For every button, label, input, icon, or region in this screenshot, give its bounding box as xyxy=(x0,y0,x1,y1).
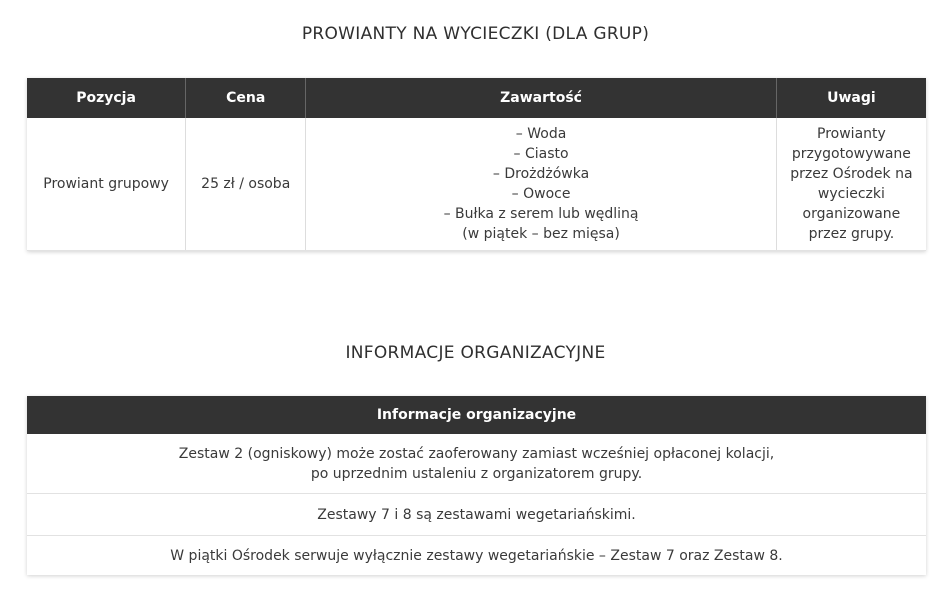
header-informacje: Informacje organizacyjne xyxy=(27,396,926,434)
section-title-prowianty: PROWIANTY NA WYCIECZKI (DLA GRUP) xyxy=(301,24,650,44)
table-row xyxy=(27,536,926,576)
zawartosc-item: – Bułka z serem lub wędliną xyxy=(443,206,639,222)
cell-zawartosc xyxy=(306,118,777,251)
zawartosc-note: (w piątek – bez mięsa) xyxy=(462,226,620,242)
info-cell: W piątki Ośrodek serwuje wyłącznie zestawy wegetariańskie – Zestaw 7 oraz Zestaw 8. xyxy=(170,547,783,564)
header-uwagi: Uwagi xyxy=(776,78,926,118)
cell-cena: 25 zł / osoba xyxy=(186,118,306,251)
table-header-row xyxy=(27,78,926,118)
info-cell: Zestawy 7 i 8 są zestawami wegetariańskimi. xyxy=(27,494,926,536)
zawartosc-item: – Owoce xyxy=(511,186,571,202)
header-pozycja: Pozycja xyxy=(27,78,186,118)
info-line: po uprzednim ustaleniu z organizatorem grupy. xyxy=(310,465,643,482)
info-line: Zestaw 2 (ogniskowy) może zostać zaoferowany zamiast wcześniej opłaconej kolacji, xyxy=(178,445,775,462)
prowianty-table xyxy=(27,78,926,251)
table-header-row xyxy=(27,396,926,434)
zawartosc-item: – Ciasto xyxy=(513,146,569,162)
table-row xyxy=(27,434,926,494)
table-row xyxy=(27,118,926,251)
uwagi-line: przygotowywane xyxy=(791,146,911,162)
informacje-table xyxy=(27,396,926,575)
info-cell xyxy=(27,434,926,494)
uwagi-line: przez Ośrodek na xyxy=(790,166,913,182)
uwagi-line: wycieczki xyxy=(817,186,885,202)
section-title-informacje: INFORMACJE ORGANIZACYJNE xyxy=(345,343,606,363)
cell-uwagi xyxy=(776,118,926,251)
uwagi-line: przez grupy. xyxy=(808,226,895,242)
zawartosc-item: – Woda xyxy=(515,126,567,142)
table-row xyxy=(27,494,926,536)
uwagi-line: Prowianty xyxy=(817,126,886,142)
cell-pozycja: Prowiant grupowy xyxy=(27,118,186,251)
uwagi-line: organizowane xyxy=(802,206,901,222)
zawartosc-item: – Drożdżówka xyxy=(492,166,590,182)
header-zawartosc: Zawartość xyxy=(306,78,777,118)
header-cena: Cena xyxy=(186,78,306,118)
